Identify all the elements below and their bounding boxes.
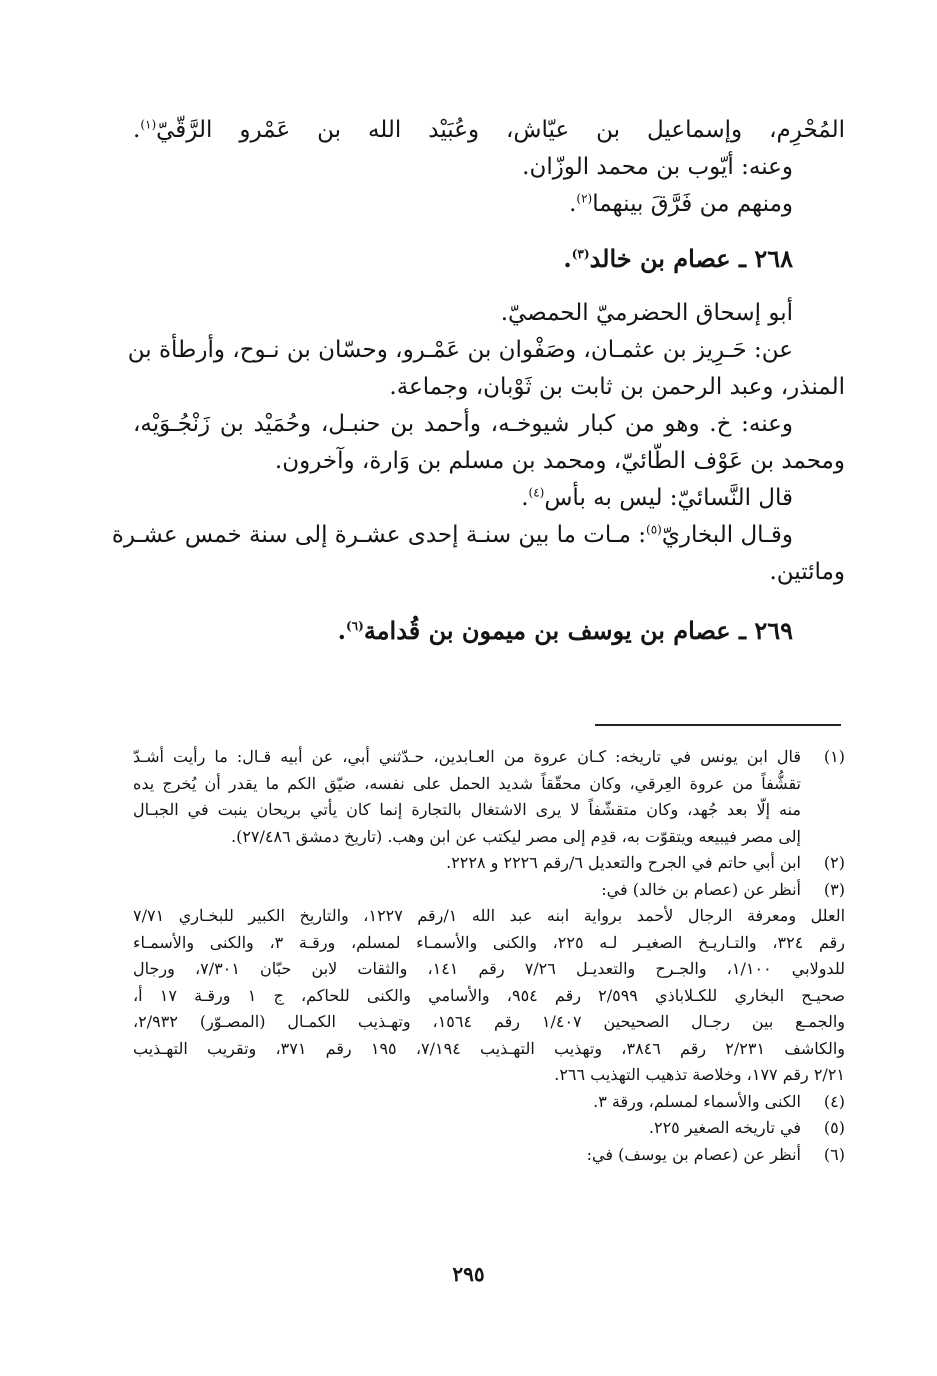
text-line: ومنهم من فَرَّقَ بينهما$^{(٢)}$. — [569, 191, 793, 217]
footnote-line: تقشُّفاً من عروة العِرقي، وكان محقّقاً شديد الحمل على نفسه، ضيّق الكم ما يقدر أن يُخرج يده — [133, 773, 801, 793]
source-line: والجمـع بين رجـال الصحيحين ١/٤٠٧ رقم ١٥٦٤، وتهـذيب الكمـال (المصـوّر) ٢/٩٣٢، — [133, 1012, 845, 1031]
text-line: وعنه: أيّوب بن محمد الوزّان. — [522, 154, 793, 180]
main-text — [111, 112, 845, 653]
footnote — [133, 850, 845, 877]
footnote-number: (٣) — [823, 879, 845, 899]
source-line: ٢/٢١ رقم ١٧٧، وخلاصة تذهيب التهذيب ٢٦٦. — [554, 1065, 845, 1084]
text-line: المنذر، وعبد الرحمن بن ثابت بن ثَوْبان، وجماعة. — [389, 374, 845, 400]
footnote — [133, 877, 845, 904]
footnote-line: الكنى والأسماء لمسلم، ورقة ٣. — [593, 1091, 801, 1111]
footnote-line: قال ابن يونس في تاريخه: كـان عروة من العـابدين، حـدّثني أبي، عن أبيه قـال: ما رأيت أشـدّ — [133, 747, 801, 766]
text-line: أبو إسحاق الحضرميّ الحمصيّ. — [500, 300, 793, 326]
source-line: رقم ٣٢٤، والتـاريـخ الصغيـر لـه ٢٢٥، والكنى والأسمـاء لمسلم، ورقـة ٣، والكنى والأسمـاء — [133, 932, 846, 952]
footnote-ref[interactable]: (٣) — [571, 247, 590, 261]
text-line: عن: حَـرِيز بن عثمـان، وصَفْوان بن عَمْـرو، وحسّان بن نـوح، وأرطأة بن — [127, 337, 793, 363]
footnote-ref[interactable]: (٦) — [345, 619, 364, 633]
footnote-line: أنظر عن (عصام بن يوسف) في: — [586, 1144, 801, 1164]
text-line: ومائتين. — [769, 559, 845, 585]
footnote-number: (٢) — [823, 853, 845, 872]
footnote-line: في تاريخه الصغير ٢٢٥. — [648, 1118, 801, 1137]
footnote-separator — [595, 724, 841, 726]
text-line: وعنه: خ. وهو من كبار شيوخـه، وأحمد بن حنبـل، وحُمَيْد بن زَنْجُـوَيْه، — [133, 411, 793, 437]
source-line: للدولابي ١/١٠٠، والجـرح والتعديـل ٧/٢٦ رقم ١٤١، والثقات لابن حبّان ٧/٣٠١، ورجال — [133, 959, 845, 978]
footnote-line: أنظر عن (عصام بن خالد) في: — [601, 879, 801, 899]
footnote — [133, 1142, 845, 1169]
footnote-number: (١) — [823, 747, 845, 766]
footnote-line: إلى مصر فيبيعه ويتقوّت به، قدِم إلى مصر ليكتب عن ابن وهب. (تاريخ دمشق ٢٧/٤٨٦). — [231, 826, 801, 846]
entry-heading: ٢٦٩ ـ عصام بن يوسف بن ميمون بن قُدامة$^{(٦)}$. — [337, 616, 793, 645]
text-line: ومحمد بن عَوْف الطّائيّ، ومحمد بن مسلم بن وَارة، وآخرون. — [274, 448, 845, 474]
source-line: العلل ومعرفة الرجال لأحمد برواية ابنه عبد الله ١/رقم ١٢٢٧، والتاريخ الكبير للبخـاري ٧/٧١ — [133, 906, 846, 925]
footnotes — [133, 744, 845, 1168]
source-line: صحيـح البخاري للكـلاباذي ٢/٥٩٩ رقم ٩٥٤، والأسامي والكنى للحاكم، ج ١ ورقـة ١٧ أ، — [133, 985, 845, 1005]
footnote-sources — [133, 903, 845, 1089]
entry-heading: ٢٦٨ ـ عصام بن خالد$^{(٣)}$. — [563, 244, 793, 273]
footnote-number: (٤) — [823, 1091, 845, 1111]
footnote — [133, 744, 845, 850]
footnote-ref[interactable]: (٤) — [528, 485, 545, 500]
footnote-ref[interactable]: (٥) — [646, 522, 662, 537]
text-line: وقـال البخاريّ$^{(٥)}$: مـات ما بين سنـة إحدى عشـرة إلى سنة خمس عشـرة — [111, 522, 793, 548]
footnote-number: (٥) — [823, 1118, 845, 1137]
footnote-line: ابن أبي حاتم في الجرح والتعديل ٦/رقم ٢٢٢٦ و ٢٢٢٨. — [446, 853, 801, 872]
text-line: قال النَّسائيّ: ليس به بأس$^{(٤)}$. — [521, 485, 793, 511]
text-line: المُحْرِم، وإسماعيل بن عيّاش، وعُبَيْد الله بن عَمْرو الرَّقّيّ$^{(١)}$. — [133, 117, 845, 143]
page-number: ٢٩٥ — [452, 1262, 485, 1286]
footnote-number: (٦) — [823, 1144, 845, 1164]
footnote — [133, 1089, 845, 1116]
footnote — [133, 1115, 845, 1142]
footnote-ref[interactable]: (١) — [140, 117, 157, 132]
source-line: والكاشف ٢/٢٣١ رقم ٣٨٤٦، وتهذيب التهـذيب ٧/١٩٤، ١٩٥ رقم ٣٧١، وتقريب التهـذيب — [133, 1038, 845, 1058]
footnote-ref[interactable]: (٢) — [576, 191, 593, 206]
footnote-line: منه إلّا بعد جُهد، وكان متقشّفاً لا يرى الاشتغال بالتجارة إنما كان يأتي بريحان ينبت في الجبـال — [133, 800, 801, 819]
